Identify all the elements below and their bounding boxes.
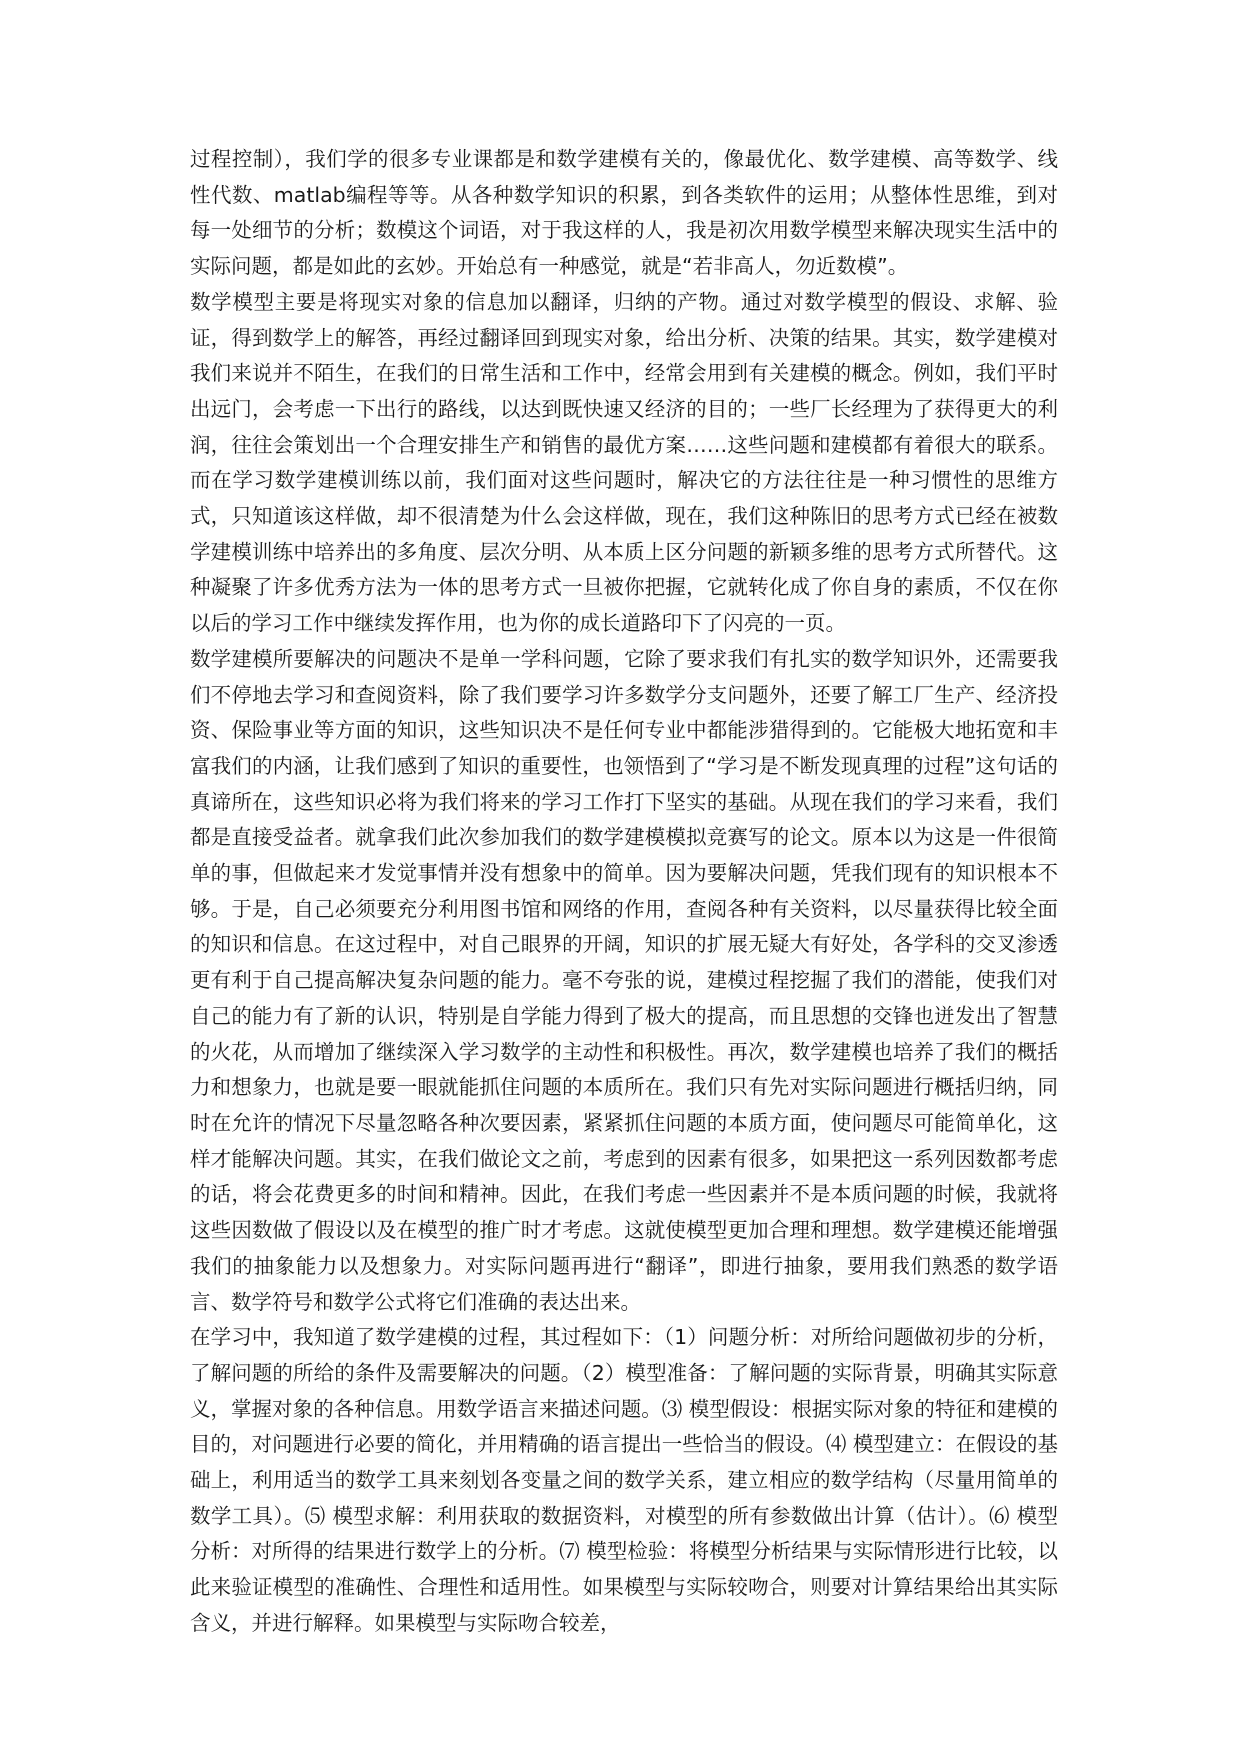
document-body (190, 142, 1058, 1642)
paragraph-4: 在学习中，我知道了数学建模的过程，其过程如下：（1）问题分析：对所给问题做初步的分析，了解问题的所给的条件及需要解决的问题。（2）模型准备：了解问题的实际背景，明确其实际意义，掌握对象的各种信息。用数学语言来描述问题。⑶ 模型假设：根据实际对象的特征和建模的目的，对问题进行必要的简化，并用精确的语言提出一些恰当的假设。⑷ 模型建立：在假设的基础上，利用适当的数学工具来刻划各变量之间的数学关系，建立相应的数学结构（尽量用简单的数学工具）。⑸ 模型求解：利用获取的数据资料，对模型的所有参数做出计算（估计）。⑹ 模型分析：对所得的结果进行数学上的分析。⑺ 模型检验：将模型分析结果与实际情形进行比较，以此来验证模型的准确性、合理性和适用性。如果模型与实际较吻合，则要对计算结果给出其实际含义，并进行解释。如果模型与实际吻合较差， (190, 1325, 1058, 1635)
paragraph-1: 过程控制），我们学的很多专业课都是和数学建模有关的，像最优化、数学建模、高等数学、线性代数、matlab编程等等。从各种数学知识的积累，到各类软件的运用；从整体性思维，到对每一处细节的分析；数模这个词语，对于我这样的人，我是初次用数学模型来解决现实生活中的实际问题，都是如此的玄妙。开始总有一种感觉，就是“若非高人，勿近数模”。 (190, 147, 1058, 279)
paragraph-2: 数学模型主要是将现实对象的信息加以翻译，归纳的产物。通过对数学模型的假设、求解、验证，得到数学上的解答，再经过翻译回到现实对象，给出分析、决策的结果。其实，数学建模对我们来说并不陌生，在我们的日常生活和工作中，经常会用到有关建模的概念。例如，我们平时出远门，会考虑一下出行的路线，以达到既快速又经济的目的；一些厂长经理为了获得更大的利润，往往会策划出一个合理安排生产和销售的最优方案……这些问题和建模都有着很大的联系。而在学习数学建模训练以前，我们面对这些问题时，解决它的方法往往是一种习惯性的思维方式，只知道该这样做，却不很清楚为什么会这样做，现在，我们这种陈旧的思考方式已经在被数学建模训练中培养出的多角度、层次分明、从本质上区分问题的新颖多维的思考方式所替代。这种凝聚了许多优秀方法为一体的思考方式一旦被你把握，它就转化成了你自身的素质，不仅在你以后的学习工作中继续发挥作用，也为你的成长道路印下了闪亮的一页。 (190, 289, 1058, 636)
paragraph-3: 数学建模所要解决的问题决不是单一学科问题，它除了要求我们有扎实的数学知识外，还需要我们不停地去学习和查阅资料，除了我们要学习许多数学分支问题外，还要了解工厂生产、经济投资、保险事业等方面的知识，这些知识决不是任何专业中都能涉猎得到的。它能极大地拓宽和丰富我们的内涵，让我们感到了知识的重要性，也领悟到了“学习是不断发现真理的过程”这句话的真谛所在，这些知识必将为我们将来的学习工作打下坚实的基础。从现在我们的学习来看，我们都是直接受益者。就拿我们此次参加我们的数学建模模拟竞赛写的论文。原本以为这是一件很简单的事，但做起来才发觉事情并没有想象中的简单。因为要解决问题，凭我们现有的知识根本不够。于是，自己必须要充分利用图书馆和网络的作用，查阅各种有关资料，以尽量获得比较全面的知识和信息。在这过程中，对自己眼界的开阔，知识的扩展无疑大有好处，各学科的交叉渗透更有利于自己提高解决复杂问题的能力。毫不夸张的说，建模过程挖掘了我们的潜能，使我们对自己的能力有了新的认识，特别是自学能力得到了极大的提高，而且思想的交锋也迸发出了智慧的火花，从而增加了继续深入学习数学的主动性和积极性。再次，数学建模也培养了我们的概括力和想象力，也就是要一眼就能抓住问题的本质所在。我们只有先对实际问题进行概括归纳，同时在允许的情况下尽量忽略各种次要因素，紧紧抓住问题的本质方面，使问题尽可能简单化，这样才能解决问题。其实，在我们做论文之前，考虑到的因素有很多，如果把这一系列因数都考虑的话，将会花费更多的时间和精神。因此，在我们考虑一些因素并不是本质问题的时候，我就将这些因数做了假设以及在模型的推广时才考虑。这就使模型更加合理和理想。数学建模还能增强我们的抽象能力以及想象力。对实际问题再进行“翻译”，即进行抽象，要用我们熟悉的数学语言、数学符号和数学公式将它们准确的表达出来。 (190, 646, 1058, 1314)
